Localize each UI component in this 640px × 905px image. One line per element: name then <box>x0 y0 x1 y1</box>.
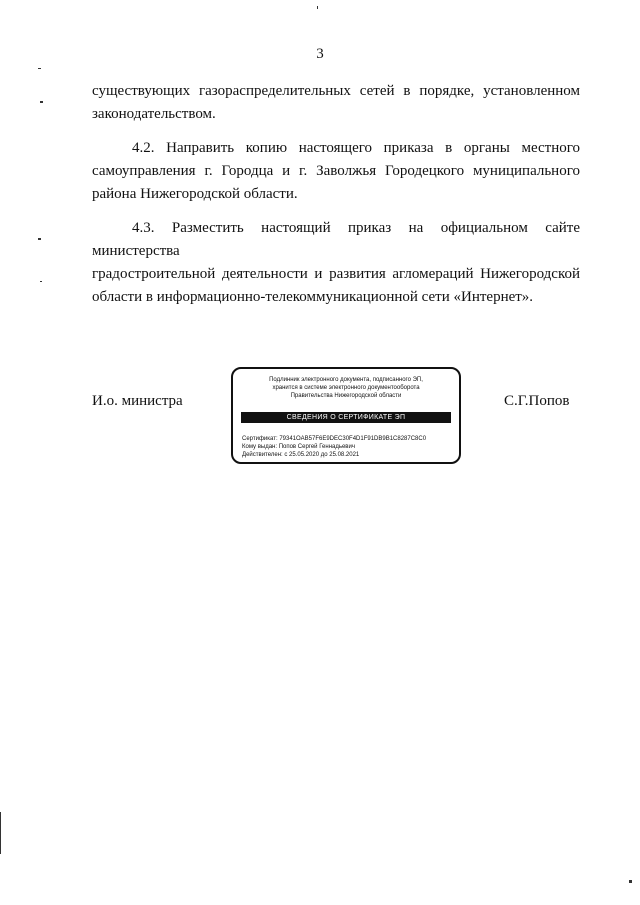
paragraph-line: 4.2. Направить копию настоящего приказа в органы местного <box>132 140 580 156</box>
validity-value: с 25.05.2020 до 25.08.2021 <box>284 452 360 458</box>
validity-row <box>242 451 426 459</box>
issued-to-label: Кому выдан: <box>242 444 278 450</box>
paragraph-4-2 <box>92 137 580 206</box>
signatory-position: И.о. министра <box>92 393 183 409</box>
paragraph-line: градостроительной деятельности и развития агломераций Нижегородской <box>92 266 580 282</box>
paragraph-continuation <box>92 80 580 126</box>
scan-mark <box>38 238 41 240</box>
certificate-row <box>242 435 426 443</box>
electronic-signature-stamp <box>231 367 461 464</box>
scan-mark <box>317 6 318 9</box>
paragraph-line: самоуправления г. Городца и г. Заволжья Городецкого муниципального <box>92 163 580 179</box>
stamp-details <box>242 435 426 459</box>
scan-edge-line <box>0 812 1 854</box>
paragraph-line: законодательством. <box>92 106 216 122</box>
certificate-label: Сертификат: <box>242 436 278 442</box>
scan-mark <box>40 281 42 282</box>
certificate-value: 79341OAB57F6E9DEC30F4D1F91DB9B1C8287C8C0 <box>279 436 427 442</box>
stamp-header <box>233 376 459 400</box>
stamp-header-line: Правительства Нижегородской области <box>290 393 402 399</box>
paragraph-line: существующих газораспределительных сетей в порядке, установленном <box>92 83 580 99</box>
scan-mark <box>40 101 43 103</box>
paragraph-line: 4.3. Разместить настоящий приказ на официальном сайте министерства <box>92 220 580 259</box>
stamp-title-bar: СВЕДЕНИЯ О СЕРТИФИКАТЕ ЭП <box>241 412 451 423</box>
stamp-header-line: Подлинник электронного документа, подписанного ЭП, <box>269 377 423 383</box>
scan-mark <box>629 880 632 883</box>
validity-label: Действителен: <box>242 452 283 458</box>
issued-to-value: Попов Сергей Геннадьевич <box>278 444 355 450</box>
scan-mark <box>38 68 41 69</box>
paragraph-line: области в информационно-телекоммуникационной сети «Интернет». <box>92 289 534 305</box>
signatory-name: С.Г.Попов <box>504 393 570 409</box>
page-number: 3 <box>316 46 324 62</box>
paragraph-4-3 <box>92 217 580 309</box>
paragraph-line: района Нижегородской области. <box>92 186 298 202</box>
issued-to-row <box>242 443 426 451</box>
stamp-header-line: хранится в системе электронного документооборота <box>272 385 420 391</box>
